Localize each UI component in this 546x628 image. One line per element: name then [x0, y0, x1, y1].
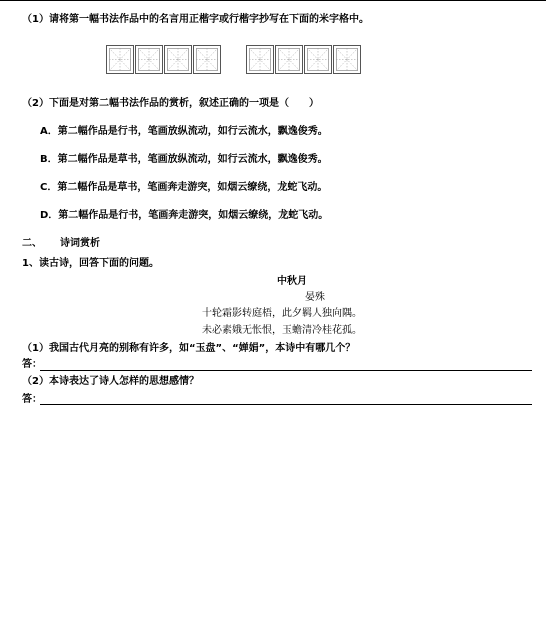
poem-title: 中秋月 — [277, 276, 307, 287]
answer-label-1: 答： — [22, 359, 42, 370]
mi-grid-group-b — [246, 45, 361, 75]
mi-grid-cell[interactable] — [275, 45, 303, 74]
poem-line-2: 未必素娥无怅恨，玉蟾清冷桂花孤。 — [202, 325, 362, 336]
mi-grid-cell[interactable] — [304, 45, 332, 74]
option-b: B．第二幅作品是草书，笔画放纵流动，如行云流水，飘逸俊秀。 — [40, 154, 328, 165]
answer-line-1[interactable] — [40, 370, 532, 371]
question-part2: （2）下面是对第二幅书法作品的赏析，叙述正确的一项是（ ） — [22, 98, 319, 109]
option-a: A．第二幅作品是行书，笔画放纵流动，如行云流水，飘逸俊秀。 — [40, 126, 328, 137]
section-title: 诗词赏析 — [60, 238, 100, 249]
question-part1: （1）请将第一幅书法作品中的名言用正楷字或行楷字抄写在下面的米字格中。 — [22, 14, 369, 25]
section-number: 二、 — [22, 238, 42, 249]
mi-grid-cell[interactable] — [246, 45, 274, 74]
answer-label-2: 答： — [22, 394, 42, 405]
option-c: C．第二幅作品是草书，笔画奔走游突，如烟云缭绕，龙蛇飞动。 — [40, 182, 328, 193]
mi-grid-cell[interactable] — [135, 45, 163, 74]
mi-grid-cell[interactable] — [106, 45, 134, 74]
sub-question-2: （2）本诗表达了诗人怎样的思想感情？ — [22, 376, 199, 387]
page-top-rule — [0, 0, 546, 1]
mi-grid-cell[interactable] — [193, 45, 221, 74]
mi-grid-group-a — [106, 45, 221, 75]
sub-question-1: （1）我国古代月亮的别称有许多，如“玉盘”、“婵娟”，本诗中有哪几个？ — [22, 343, 356, 354]
mi-grid-cell[interactable] — [164, 45, 192, 74]
poem-author: 晏殊 — [305, 292, 325, 303]
poem-line-1: 十轮霜影转庭梧，此夕羁人独向隅。 — [202, 308, 362, 319]
question-intro: 1、读古诗，回答下面的问题。 — [22, 258, 159, 269]
answer-line-2[interactable] — [40, 404, 532, 405]
mi-grid-cell[interactable] — [333, 45, 361, 74]
option-d: D．第二幅作品是行书，笔画奔走游突，如烟云缭绕，龙蛇飞动。 — [40, 210, 329, 221]
